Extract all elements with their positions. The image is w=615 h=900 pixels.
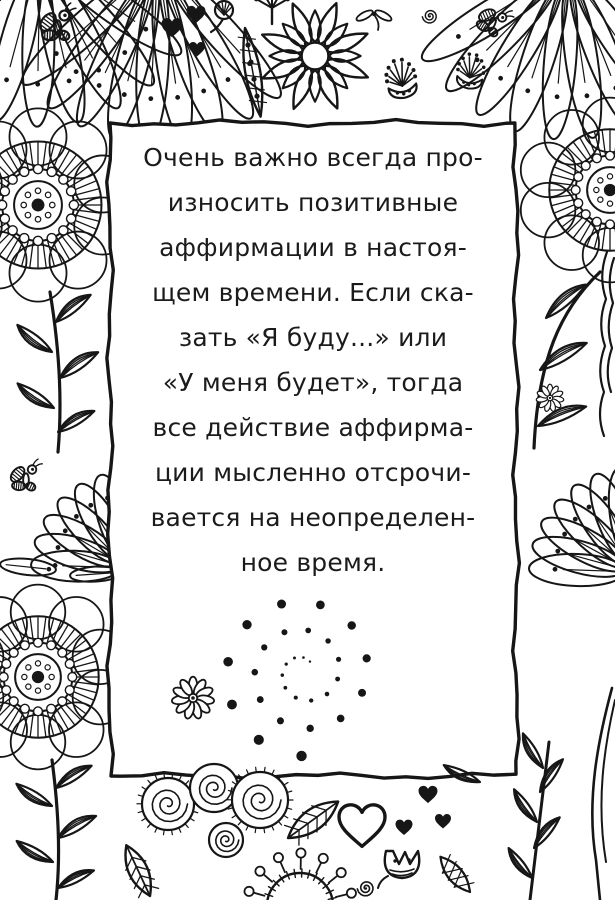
affirmation-text-line: аффирмации в настоя-	[159, 233, 467, 262]
butterfly-icon	[5, 458, 48, 497]
leaf-icon	[536, 336, 589, 373]
affirmation-text-line: все действие аффирма-	[152, 413, 474, 442]
heart-icon	[396, 820, 413, 835]
leaf-icon	[518, 732, 546, 771]
affirmation-text-line: ции мысленно отсрочи-	[154, 458, 472, 487]
leaf-icon	[13, 838, 54, 867]
affirmation-text-line: износить позитивные	[167, 188, 459, 217]
rose-icon	[190, 764, 238, 812]
affirmation-text-line: Очень важно всегда про-	[143, 143, 483, 172]
leaf-icon	[13, 322, 54, 357]
affirmation-text-line: щем времени. Если ска-	[152, 278, 474, 307]
heart-icon	[419, 786, 438, 803]
affirmation-text-line: «У меня будет», тогда	[162, 368, 464, 397]
affirmation-text-line: ное время.	[240, 548, 386, 577]
swirl-icon	[422, 11, 436, 23]
heart-icon	[339, 805, 385, 847]
fan-petal	[554, 0, 609, 140]
rose-icon	[209, 823, 243, 857]
leaf-icon	[56, 346, 100, 381]
leaf-icon	[53, 760, 94, 791]
leaf-icon	[55, 810, 98, 841]
heart-icon	[162, 18, 183, 37]
feather-fan-leaf-icon	[528, 466, 615, 588]
lattice-leaf-icon	[434, 851, 477, 898]
swirl-icon	[357, 882, 373, 896]
leaf-icon	[535, 756, 565, 794]
pod-petal-icon	[0, 556, 57, 578]
mandala-flower-icon	[521, 98, 615, 283]
vein-leaf-icon	[116, 841, 160, 900]
affirmation-text-line: зать «Я буду...» или	[178, 323, 448, 352]
seed-head-icon	[254, 0, 290, 24]
star-flower-icon	[260, 1, 371, 112]
leaf-icon	[55, 865, 95, 891]
leaf-icon	[14, 380, 56, 413]
tulip-icon	[378, 851, 419, 888]
sun-doodle-icon	[244, 848, 356, 900]
affirmation-text-line: вается на неопределен-	[150, 503, 476, 532]
affirmation-text-block	[108, 118, 518, 585]
heart-icon	[189, 42, 205, 56]
leaf-icon	[13, 781, 54, 812]
heart-icon	[435, 814, 451, 828]
fan-petal	[38, 0, 165, 95]
leaf-icon	[504, 846, 534, 881]
leaf-icon	[509, 788, 539, 826]
heart-icon	[187, 6, 206, 23]
dragonfly-icon	[355, 8, 393, 30]
bud-flower-icon	[381, 56, 420, 101]
